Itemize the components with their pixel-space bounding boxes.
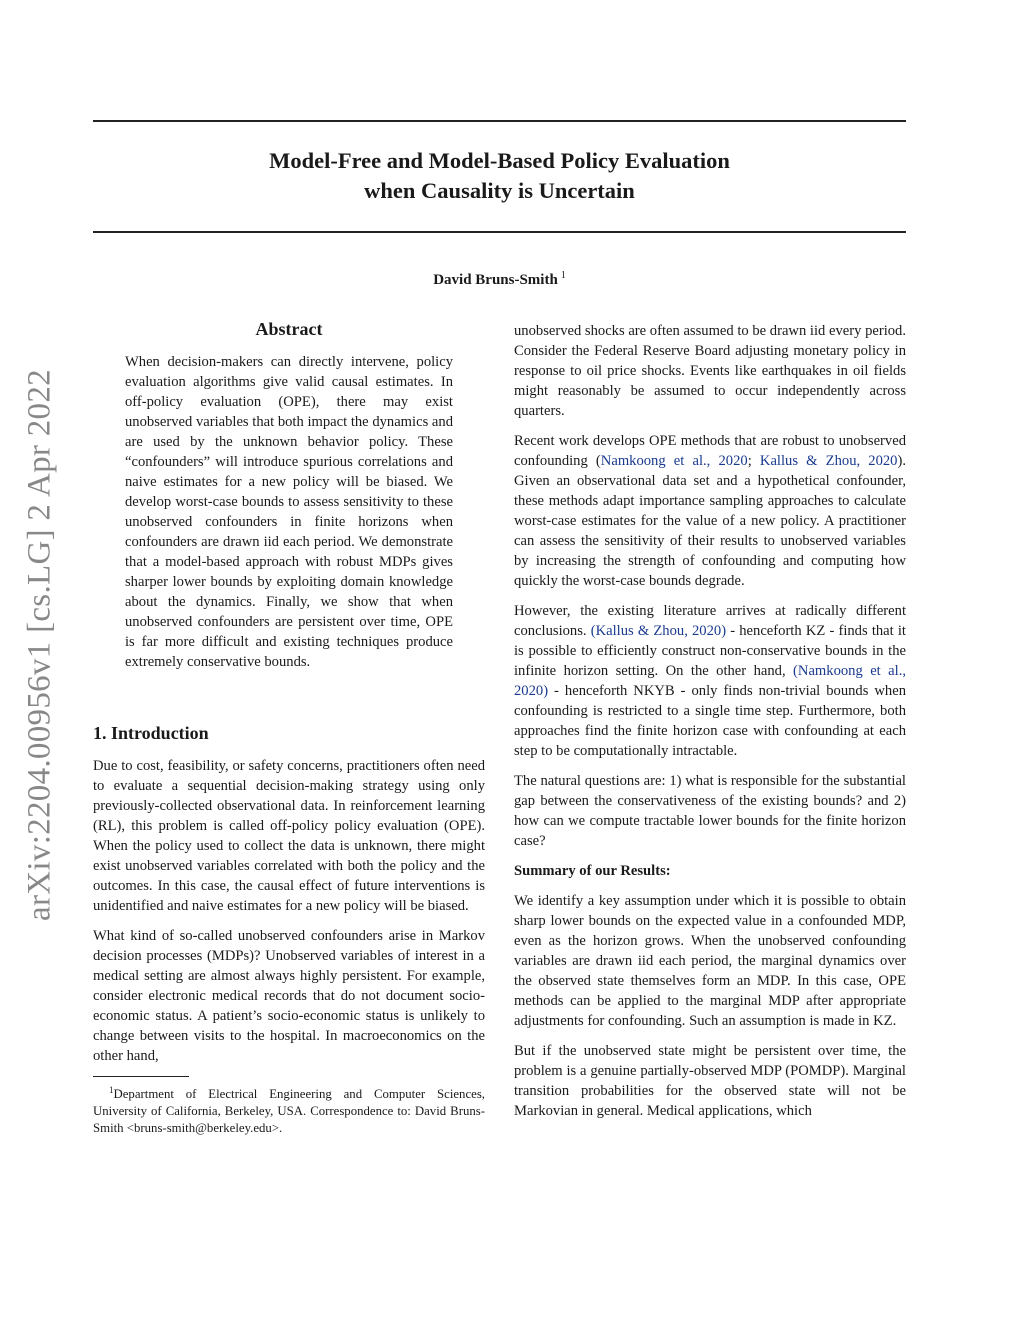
- footnote-rule: [93, 1076, 189, 1077]
- right-paragraph-4: The natural questions are: 1) what is responsible for the substantial gap between the conservativeness of the existing bounds? and 2) how can we compute tractable lower bounds for the finite horizon case?: [514, 773, 906, 849]
- right-paragraph-1: unobserved shocks are often assumed to be drawn iid every period. Consider the Federal Reserve Board adjusting monetary policy in response to oil price shocks. Events like earthquakes in oil fields might reasonably be assumed to occur independently across quarters.: [514, 323, 906, 419]
- citation-namkoong[interactable]: Namkoong et al., 2020: [600, 453, 748, 469]
- footnote: [93, 1082, 485, 1137]
- title-bottom-rule: [93, 231, 906, 233]
- summary-heading: Summary of our Results:: [514, 863, 671, 879]
- title-top-rule: [93, 120, 906, 122]
- right-paragraph-3: [514, 601, 906, 761]
- abstract-body: When decision-makers can directly intervene, policy evaluation algorithms give valid causal estimates. In off-policy evaluation (OPE), there may exist unobserved variables that both impact the dynamics and are used by the unknown behavior policy. These “confounders” will introduce spurious correlations and naive estimates for a new policy will be biased. We develop worst-case bounds to assess sensitivity to these unobserved confounders in finite horizons when confounders are drawn iid each period. We demonstrate that a model-based approach with robust MDPs gives sharper lower bounds by exploiting domain knowledge about the dynamics. Finally, we show that when unobserved confounders are persistent over time, OPE is far more difficult and existing techniques produce extremely conservative bounds.: [125, 354, 453, 670]
- abstract-heading: Abstract: [255, 319, 323, 339]
- p3-text-b: - henceforth KZ - finds that it is possible to efficiently construct non-conservative bounds in the infinite horizon setting. On the other hand,: [514, 623, 906, 679]
- p2-text-b: ). Given an observational data set and a hypothetical confounder, these methods adapt importance sampling approaches to calculate worst-case estimates for the value of a new policy. A practitioner can assess the sensitivity of their results to unobserved variables by increasing the strength of confounding and computing how quickly the worst-case bounds degrade.: [514, 453, 906, 589]
- paper-title: [93, 146, 906, 206]
- author-name: David Bruns-Smith: [433, 272, 558, 288]
- introduction-heading: 1. Introduction: [93, 723, 209, 743]
- p2-text-a: Recent work develops OPE methods that are robust to unobserved confounding (: [514, 433, 906, 469]
- citation-namkoong-2[interactable]: (Namkoong et al., 2020): [514, 663, 907, 699]
- citation-kallus-zhou[interactable]: Kallus & Zhou, 2020: [759, 453, 898, 469]
- p2-separator: ;: [747, 453, 760, 469]
- right-paragraph-6: But if the unobserved state might be persistent over time, the problem is a genuine partially-observed MDP (POMDP). Marginal transition probabilities for the observed state will not be Markovian in general. Medical applications, which: [514, 1043, 906, 1119]
- left-column: [93, 316, 485, 1137]
- author-affiliation-mark: 1: [560, 270, 566, 281]
- right-paragraph-5: We identify a key assumption under which it is possible to obtain sharp lower bounds on the expected value in a confounded MDP, even as the horizon grows. When the unobserved confounding variables are drawn iid each period, the marginal dynamics over the observed state themselves form an MDP. In this case, OPE methods can be applied to the marginal MDP after appropriate adjustments for confounding. Such an assumption is made in KZ.: [514, 893, 906, 1029]
- right-column: [514, 321, 906, 1131]
- title-line-1: Model-Free and Model-Based Policy Evaluation: [269, 148, 730, 173]
- right-paragraph-2: [514, 431, 906, 591]
- intro-paragraph-1: Due to cost, feasibility, or safety concerns, practitioners often need to evaluate a sequential decision-making strategy using only previously-collected observational data. In reinforcement learning (RL), this problem is called off-policy policy evaluation (OPE). When the policy used to collect the data is unknown, there might exist unobserved variables correlated with both the policy and the outcomes. In this case, the causal effect of future interventions is unidentified and naive estimates for a new policy will be biased.: [93, 758, 485, 914]
- intro-paragraph-2: What kind of so-called unobserved confounders arise in Markov decision processes (MDPs)? Unobserved variables of interest in a medical setting are almost always highly persistent. For example, consider electronic medical records that do not document socio-economic status. A patient’s socio-economic status is unlikely to change between visits to the hospital. In macroeconomics on the other hand,: [93, 928, 485, 1064]
- p3-text-c: - henceforth NKYB - only finds non-trivial bounds when confounding is restricted to a single time step. Furthermore, both approaches find the finite horizon case with confounding at each step to be computationally intractable.: [514, 683, 906, 759]
- author-line: [93, 266, 906, 290]
- footnote-mark: 1: [109, 1085, 114, 1095]
- p3-text-a: However, the existing literature arrives at radically different conclusions.: [514, 603, 906, 639]
- title-line-2: when Causality is Uncertain: [364, 178, 635, 203]
- footnote-text: Department of Electrical Engineering and Computer Sciences, University of California, Berkeley, USA. Correspondence to: David Bruns-Smith <bruns-smith@berkeley.edu>.: [93, 1087, 485, 1135]
- citation-kallus-zhou-2[interactable]: (Kallus & Zhou, 2020): [590, 623, 727, 639]
- arxiv-identifier: arXiv:2204.00956v1 [cs.LG] 2 Apr 2022: [21, 369, 58, 921]
